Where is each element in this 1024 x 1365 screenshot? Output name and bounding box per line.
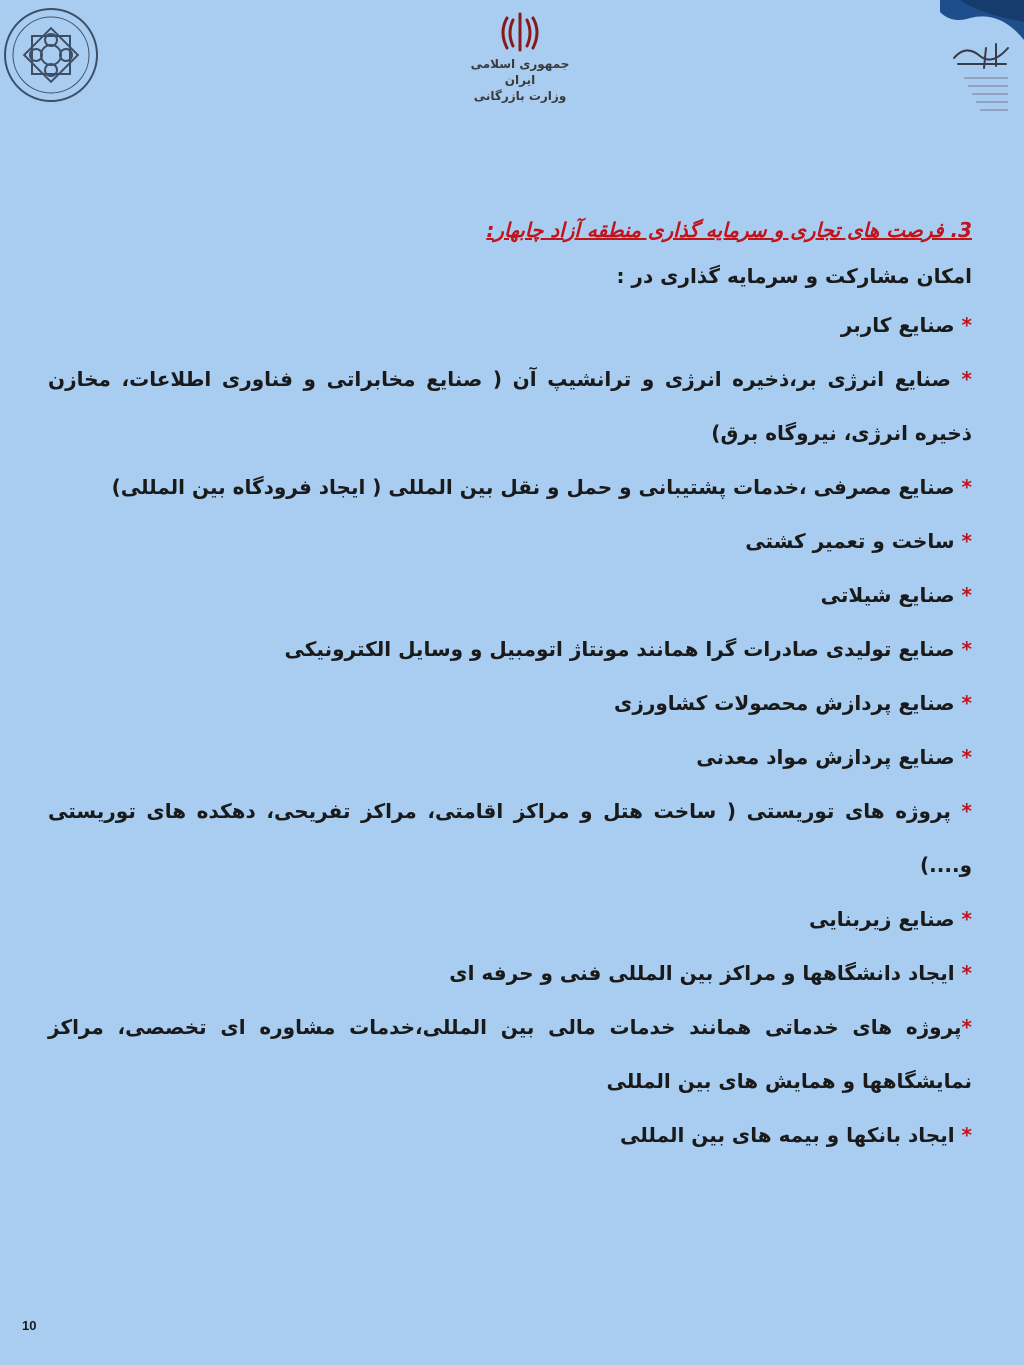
list-item	[48, 1000, 972, 1108]
bullet-star: *	[961, 799, 972, 823]
page-header	[0, 0, 1024, 140]
bullet-star: *	[961, 745, 972, 769]
list-item	[48, 622, 972, 676]
list-item-text: ایجاد دانشگاهها و مراکز بین المللی فنی و حرفه ای	[449, 961, 955, 985]
wave-icon	[940, 0, 1024, 40]
calligraphy-icon	[946, 38, 1016, 120]
bullet-star: *	[961, 1015, 972, 1039]
list-item-text: صنایع پردازش محصولات کشاورزی	[614, 691, 955, 715]
list-item-text: صنایع پردازش مواد معدنی	[696, 745, 955, 769]
list-item	[48, 352, 972, 460]
list-item-text: صنایع انرژی بر،ذخیره انرژی و ترانشیپ آن ( صنایع مخابراتی و فناوری اطلاعات، مخازن ذخیره انرژی، نیروگاه برق)	[48, 367, 972, 445]
bullet-star: *	[961, 1123, 972, 1147]
bullet-star: *	[961, 313, 972, 337]
list-item	[48, 298, 972, 352]
list-item-text: ایجاد بانکها و بیمه های بین المللی	[620, 1123, 955, 1147]
list-item-text: صنایع تولیدی صادرات گرا همانند مونتاژ اتومبیل و وسایل الکترونیکی	[284, 637, 955, 661]
list-item	[48, 946, 972, 1000]
main-content	[48, 210, 972, 1162]
bullet-star: *	[961, 475, 972, 499]
list-item	[48, 460, 972, 514]
gov-line-1: جمهوری اسلامی ایران	[470, 57, 570, 87]
bullet-star: *	[961, 961, 972, 985]
bullet-star: *	[961, 637, 972, 661]
section-title: 3. فرصت های تجاری و سرمایه گذاری منطقه آزاد چابهار:	[486, 218, 972, 242]
list-item-text: صنایع مصرفی ،خدمات پشتیبانی و حمل و نقل بین المللی ( ایجاد فرودگاه بین المللی)	[111, 475, 955, 499]
bullet-star: *	[961, 691, 972, 715]
bullet-star: *	[961, 529, 972, 553]
list-item	[48, 676, 972, 730]
list-item-text: صنایع زیربنایی	[809, 907, 955, 931]
bullet-star: *	[961, 367, 973, 391]
list-item	[48, 1108, 972, 1162]
national-plan-logo	[940, 0, 1024, 125]
list-item	[48, 784, 972, 892]
intro-text: امکان مشارکت و سرمایه گذاری در :	[616, 264, 972, 288]
gov-line-2: وزارت بازرگانی	[473, 89, 567, 103]
government-emblem	[455, 10, 585, 110]
list-item	[48, 568, 972, 622]
bullet-star: *	[961, 583, 972, 607]
organization-seal-logo	[2, 6, 100, 104]
bullet-star: *	[961, 907, 972, 931]
list-item	[48, 514, 972, 568]
iran-emblem-icon	[497, 10, 543, 56]
list-item-text: پروژه های توریستی ( ساخت هتل و مراکز اقامتی، مراکز تفریحی، دهکده های توریستی و....)	[48, 799, 972, 877]
list-item-text: صنایع شیلاتی	[820, 583, 955, 607]
list-item-text: ساخت و تعمیر کشتی	[745, 529, 955, 553]
list-item	[48, 892, 972, 946]
list-item-text: پروژه های خدماتی همانند خدمات مالی بین المللی،خدمات مشاوره ای تخصصی، مراکز نمایشگاهها و همایش های بین المللی	[48, 1015, 972, 1093]
list-item-text: صنایع کاربر	[840, 313, 955, 337]
page-number: 10	[22, 1318, 37, 1333]
list-item	[48, 730, 972, 784]
